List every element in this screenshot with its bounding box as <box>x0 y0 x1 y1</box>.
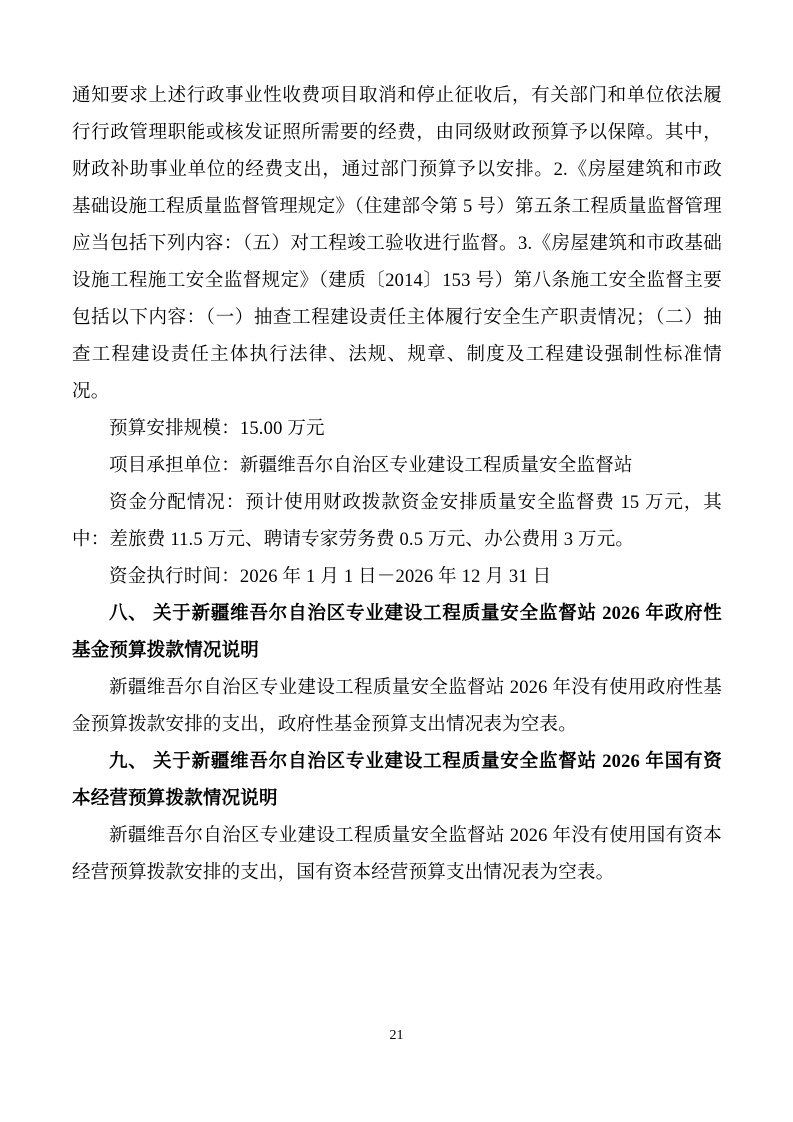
paragraph-budget-scale: 预算安排规模：15.00 万元 <box>109 419 325 439</box>
document-body <box>72 78 722 892</box>
paragraph-responsible-unit: 项目承担单位：新疆维吾尔自治区专业建设工程质量安全监督站 <box>109 456 633 476</box>
paragraph-government-fund-note: 新疆维吾尔自治区专业建设工程质量安全监督站 2026 年没有使用政府性基金预算拨款安排的支出，政府性基金预算支出情况表为空表。 <box>72 678 722 735</box>
paragraph-state-capital-note: 新疆维吾尔自治区专业建设工程质量安全监督站 2026 年没有使用国有资本经营预算拨款安排的支出，国有资本经营预算支出情况表为空表。 <box>72 826 722 883</box>
heading-section-nine: 九、 关于新疆维吾尔自治区专业建设工程质量安全监督站 2026 年国有资本经营预算拨款情况说明 <box>72 752 722 809</box>
paragraph-execution-period: 资金执行时间：2026 年 1 月 1 日－2026 年 12 月 31 日 <box>109 567 552 587</box>
heading-section-eight: 八、 关于新疆维吾尔自治区专业建设工程质量安全监督站 2026 年政府性基金预算拨款情况说明 <box>72 604 722 661</box>
paragraph-fund-allocation: 资金分配情况：预计使用财政拨款资金安排质量安全监督费 15 万元，其中：差旅费 11.5 万元、聘请专家劳务费 0.5 万元、办公费用 3 万元。 <box>72 493 722 550</box>
paragraph-regulations: 通知要求上述行政事业性收费项目取消和停止征收后，有关部门和单位依法履行行政管理职能或核发证照所需要的经费，由同级财政预算予以保障。其中，财政补助事业单位的经费支出，通过部门预算予以安排。2.《房屋建筑和市政基础设施工程质量监督管理规定》（住建部令第 5 号）第五条工程质量监督管理应当包括下列内容：（五）对工程竣工验收进行监督。3.《房屋建筑和市政基础设施工程施工安全监督规定》（建质〔2014〕153 号）第八条施工安全监督主要包括以下内容：（一）抽查工程建设责任主体履行安全生产职责情况；（二）抽查工程建设责任主体执行法律、法规、规章、制度及工程建设强制性标准情况。 <box>72 86 722 402</box>
page-number: 21 <box>389 1028 404 1043</box>
